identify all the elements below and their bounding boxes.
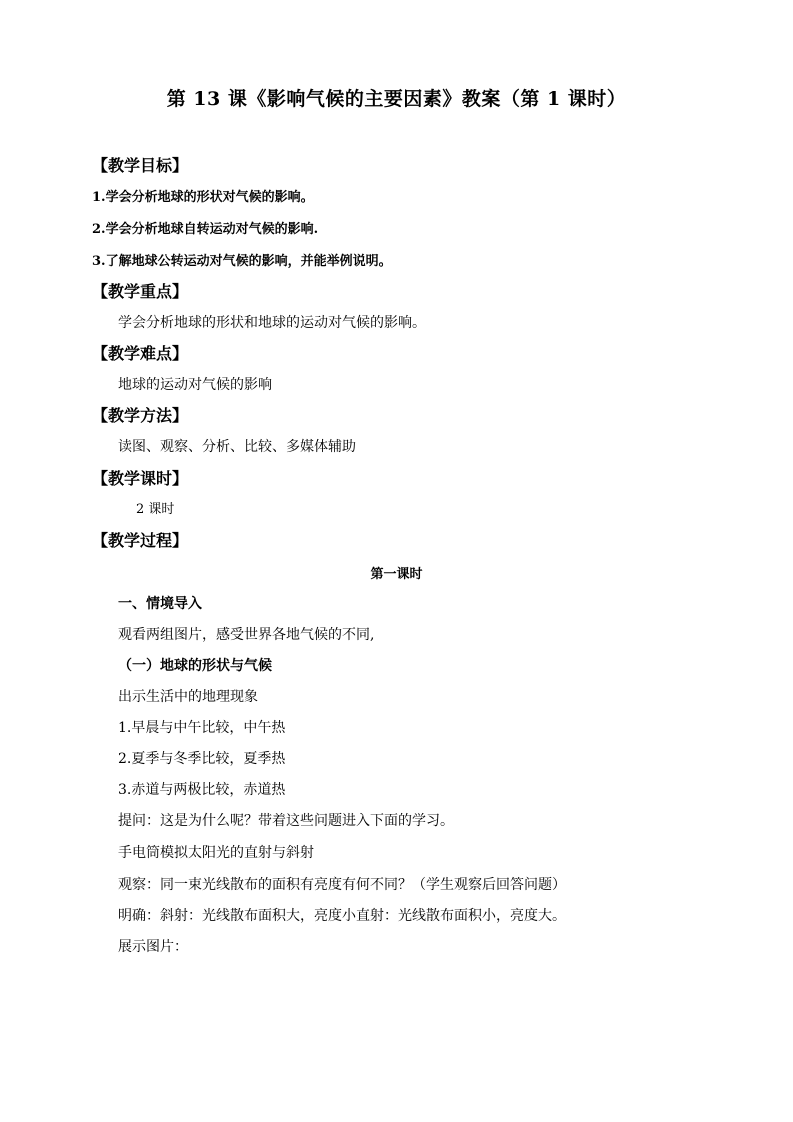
phenomenon-item-3: 3.赤道与两极比较，赤道热 — [118, 782, 286, 798]
hours-text: 2 课时 — [136, 502, 175, 517]
method-text: 读图、观察、分析、比较、多媒体辅助 — [118, 439, 356, 455]
goal-item-1: 1.学会分析地球的形状对气候的影响。 — [92, 190, 314, 205]
difficulty-text: 地球的运动对气候的影响 — [118, 377, 272, 393]
difficulty-heading: 【教学难点】 — [92, 344, 189, 363]
focus-text: 学会分析地球的形状和地球的运动对气候的影响。 — [118, 315, 426, 331]
observe-text: 观察：同一束光线散布的面积有亮度有何不同？（学生观察后回答问题） — [118, 877, 566, 893]
clarify-text: 明确：斜射：光线散布面积大，亮度小直射：光线散布面积小，亮度大。 — [118, 908, 566, 924]
goal-item-2: 2.学会分析地球自转运动对气候的影响. — [92, 222, 319, 237]
hours-heading: 【教学课时】 — [92, 469, 189, 488]
part1-heading: 一、情境导入 — [118, 596, 202, 612]
show-text: 展示图片： — [118, 939, 188, 955]
lesson-title: 第一课时 — [370, 567, 423, 582]
phenomenon-item-1: 1.早晨与中午比较，中午热 — [118, 720, 286, 736]
phenomenon-item-2: 2.夏季与冬季比较，夏季热 — [118, 751, 286, 767]
intro-text: 观看两组图片，感受世界各地气候的不同, — [118, 627, 375, 643]
document-title: 第 13 课《影响气候的主要因素》教案（第 1 课时） — [166, 88, 627, 110]
process-heading: 【教学过程】 — [92, 531, 189, 550]
goals-heading: 【教学目标】 — [92, 156, 189, 175]
phenomena-intro: 出示生活中的地理现象 — [118, 689, 258, 705]
question-text: 提问：这是为什么呢？带着这些问题进入下面的学习。 — [118, 813, 454, 829]
method-heading: 【教学方法】 — [92, 406, 189, 425]
simulate-text: 手电筒模拟太阳光的直射与斜射 — [118, 845, 314, 861]
focus-heading: 【教学重点】 — [92, 282, 189, 301]
goal-item-3: 3.了解地球公转运动对气候的影响，并能举例说明。 — [92, 254, 392, 269]
sub1-heading: （一）地球的形状与气候 — [118, 658, 272, 674]
